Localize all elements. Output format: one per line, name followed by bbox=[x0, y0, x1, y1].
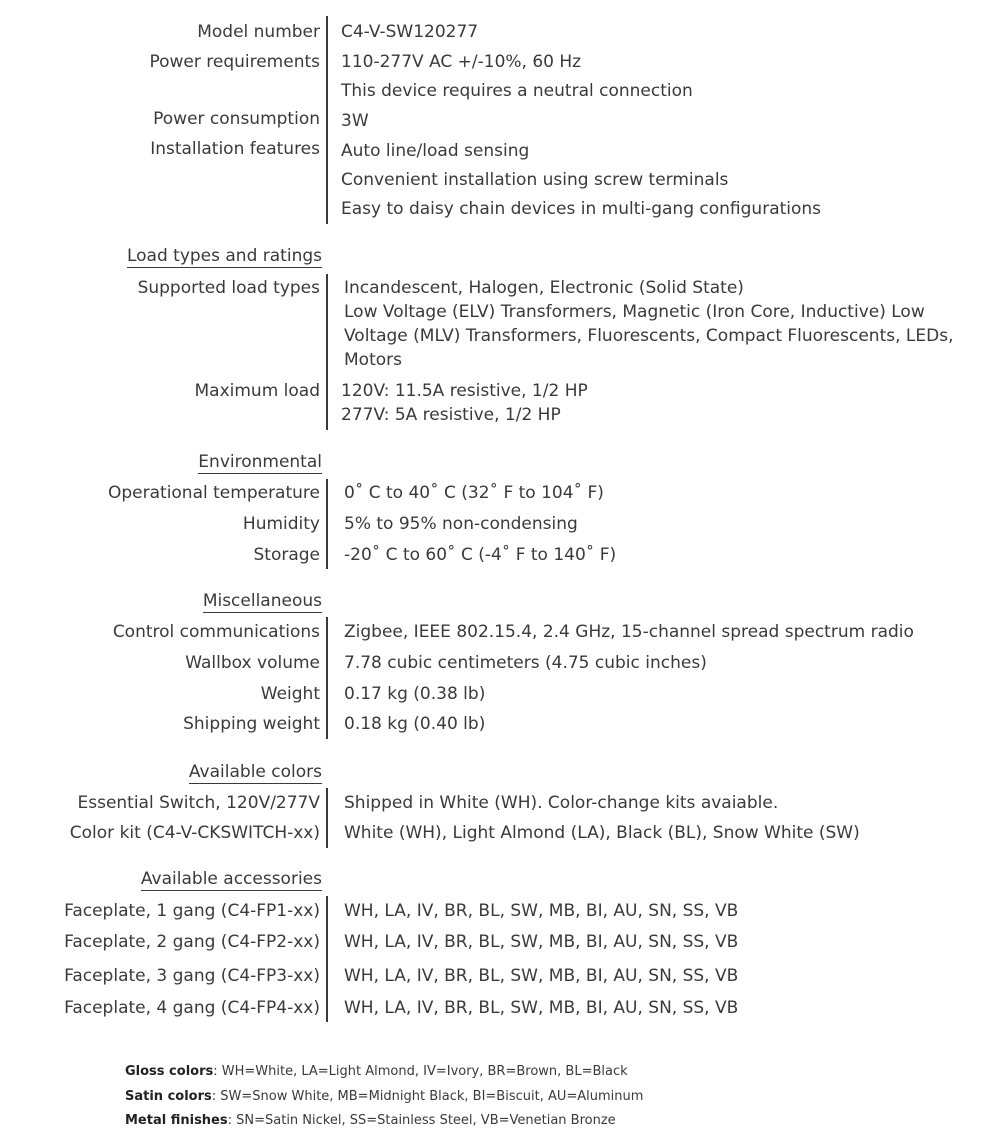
label-faceplate-1-gang: Faceplate, 1 gang (C4-FP1-xx) bbox=[64, 901, 320, 921]
divider-environmental bbox=[326, 479, 328, 569]
value-max-load-2: 277V: 5A resistive, 1/2 HP bbox=[341, 405, 561, 425]
value-weight: 0.17 kg (0.38 lb) bbox=[344, 684, 486, 704]
value-faceplate-3-gang: WH, LA, IV, BR, BL, SW, MB, BI, AU, SN, SS, VB bbox=[344, 966, 739, 986]
divider-load bbox=[326, 274, 328, 430]
value-color-kit: White (WH), Light Almond (LA), Black (BL), Snow White (SW) bbox=[344, 823, 860, 843]
label-wallbox-volume: Wallbox volume bbox=[185, 653, 320, 673]
value-power-requirements-2: This device requires a neutral connection bbox=[341, 81, 693, 101]
label-model-number: Model number bbox=[197, 22, 320, 42]
label-operational-temperature: Operational temperature bbox=[107, 483, 320, 503]
label-faceplate-4-gang: Faceplate, 4 gang (C4-FP4-xx) bbox=[64, 998, 320, 1018]
value-storage: -20˚ C to 60˚ C (-4˚ F to 140˚ F) bbox=[344, 545, 617, 565]
legend-metal-finishes bbox=[125, 1112, 616, 1130]
legend-satin-text: : SW=Snow White, MB=Midnight Black, BI=Biscuit, AU=Aluminum bbox=[211, 1089, 644, 1104]
label-power-requirements: Power requirements bbox=[149, 52, 320, 72]
value-power-requirements-1: 110-277V AC +/-10%, 60 Hz bbox=[341, 52, 582, 72]
legend-satin-key: Satin colors bbox=[125, 1089, 212, 1104]
value-power-consumption: 3W bbox=[341, 111, 369, 131]
label-supported-load-types: Supported load types bbox=[137, 278, 320, 298]
value-installation-2: Convenient installation using screw terminals bbox=[341, 170, 729, 190]
legend-gloss-key: Gloss colors bbox=[125, 1064, 214, 1079]
value-operational-temperature: 0˚ C to 40˚ C (32˚ F to 104˚ F) bbox=[344, 483, 604, 503]
legend-gloss-text: : WH=White, LA=Light Almond, IV=Ivory, BR=Brown, BL=Black bbox=[213, 1064, 628, 1079]
section-title-miscellaneous: Miscellaneous bbox=[202, 591, 322, 611]
divider-accessories bbox=[326, 896, 328, 1022]
value-essential-switch: Shipped in White (WH). Color-change kits avaiable. bbox=[344, 793, 779, 813]
value-supported-1: Incandescent, Halogen, Electronic (Solid State) bbox=[344, 278, 744, 298]
divider-general bbox=[326, 16, 328, 224]
value-faceplate-1-gang: WH, LA, IV, BR, BL, SW, MB, BI, AU, SN, SS, VB bbox=[344, 901, 739, 921]
label-humidity: Humidity bbox=[242, 514, 320, 534]
legend-satin-colors bbox=[125, 1088, 643, 1106]
value-faceplate-2-gang: WH, LA, IV, BR, BL, SW, MB, BI, AU, SN, SS, VB bbox=[344, 932, 739, 952]
label-power-consumption: Power consumption bbox=[153, 109, 320, 129]
legend-metal-text: : SN=Satin Nickel, SS=Stainless Steel, VB=Venetian Bronze bbox=[227, 1113, 616, 1128]
label-storage: Storage bbox=[253, 545, 320, 565]
label-shipping-weight: Shipping weight bbox=[183, 714, 320, 734]
value-shipping-weight: 0.18 kg (0.40 lb) bbox=[344, 714, 486, 734]
label-maximum-load: Maximum load bbox=[194, 381, 320, 401]
divider-colors bbox=[326, 788, 328, 848]
value-model-number: C4-V-SW120277 bbox=[341, 22, 479, 42]
label-installation-features: Installation features bbox=[150, 139, 320, 159]
value-humidity: 5% to 95% non-condensing bbox=[344, 514, 578, 534]
value-installation-1: Auto line/load sensing bbox=[341, 141, 530, 161]
label-color-kit: Color kit (C4-V-CKSWITCH-xx) bbox=[69, 823, 320, 843]
section-title-available-accessories: Available accessories bbox=[140, 869, 322, 889]
label-weight: Weight bbox=[260, 684, 320, 704]
value-control-communications: Zigbee, IEEE 802.15.4, 2.4 GHz, 15-channel spread spectrum radio bbox=[344, 622, 914, 642]
label-faceplate-2-gang: Faceplate, 2 gang (C4-FP2-xx) bbox=[64, 932, 320, 952]
label-faceplate-3-gang: Faceplate, 3 gang (C4-FP3-xx) bbox=[64, 966, 320, 986]
value-max-load-1: 120V: 11.5A resistive, 1/2 HP bbox=[341, 381, 588, 401]
value-faceplate-4-gang: WH, LA, IV, BR, BL, SW, MB, BI, AU, SN, SS, VB bbox=[344, 998, 739, 1018]
label-control-communications: Control communications bbox=[112, 622, 320, 642]
section-title-available-colors: Available colors bbox=[188, 762, 322, 782]
legend-gloss-colors bbox=[125, 1063, 628, 1081]
value-supported-2: Low Voltage (ELV) Transformers, Magnetic (Iron Core, Inductive) Low Voltage (MLV) Transformers, Fluorescents, Compact Fluorescents, LEDs, Motors bbox=[344, 302, 954, 370]
section-title-environmental: Environmental bbox=[198, 452, 322, 472]
divider-miscellaneous bbox=[326, 617, 328, 739]
legend-metal-key: Metal finishes bbox=[125, 1113, 228, 1128]
value-wallbox-volume: 7.78 cubic centimeters (4.75 cubic inches) bbox=[344, 653, 707, 673]
section-title-load: Load types and ratings bbox=[126, 246, 322, 266]
label-essential-switch: Essential Switch, 120V/277V bbox=[77, 793, 320, 813]
value-installation-3: Easy to daisy chain devices in multi-gang configurations bbox=[341, 199, 822, 219]
